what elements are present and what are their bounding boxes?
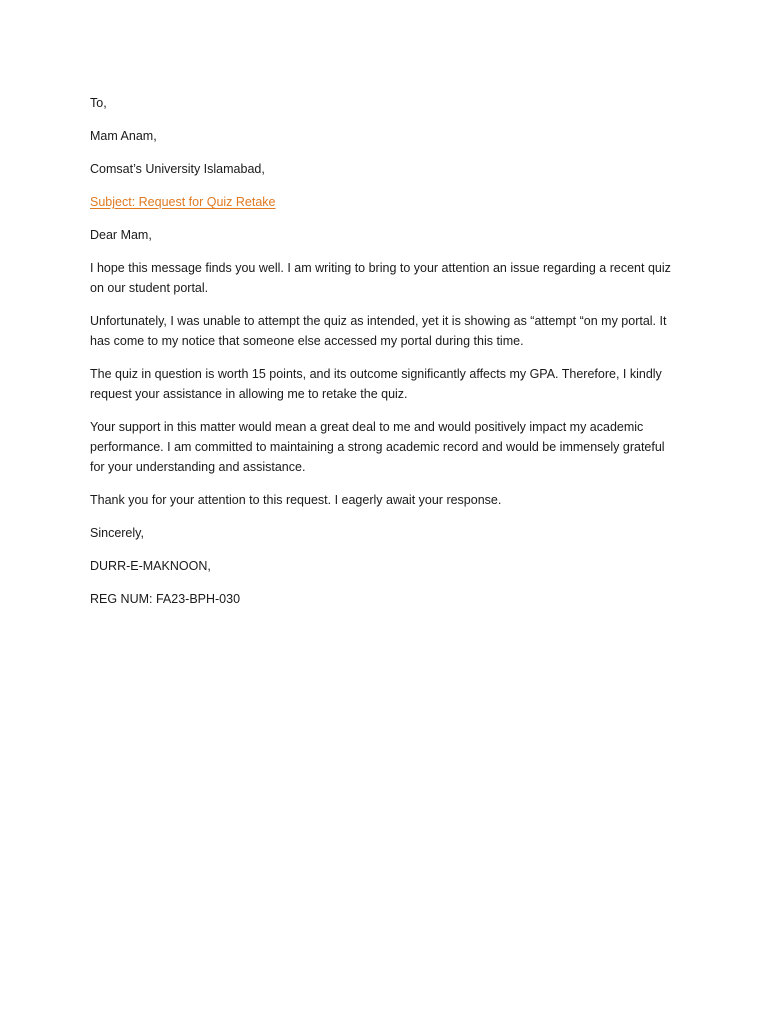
body-paragraph-thanks: Thank you for your attention to this request. I eagerly await your response. [90, 493, 502, 507]
body-paragraph-issue: Unfortunately, I was unable to attempt the quiz as intended, yet it is showing as “attempt “on my portal. It has come to my notice that someone else accessed my portal during this time. [90, 314, 667, 348]
body-paragraph-request: The quiz in question is worth 15 points, and its outcome significantly affects my GPA. Therefore, I kindly request your assistance in allowing me to retake the quiz. [90, 367, 662, 401]
salutation-to: To, [90, 96, 107, 110]
subject-line [90, 192, 680, 212]
sender-name: DURR-E-MAKNOON, [90, 559, 211, 573]
registration-number: REG NUM: FA23-BPH-030 [90, 592, 241, 606]
subject-text: Subject: Request for Quiz Retake [90, 195, 276, 209]
recipient-organization: Comsat’s University Islamabad, [90, 162, 265, 176]
recipient-name: Mam Anam, [90, 129, 157, 143]
body-paragraph-support: Your support in this matter would mean a great deal to me and would positively impact my academic performance. I am committed to maintaining a strong academic record and would be immensely grateful for your understanding and assistance. [90, 420, 665, 474]
closing: Sincerely, [90, 526, 144, 540]
greeting: Dear Mam, [90, 228, 152, 242]
body-paragraph-intro: I hope this message finds you well. I am writing to bring to your attention an issue regarding a recent quiz on our student portal. [90, 261, 671, 295]
